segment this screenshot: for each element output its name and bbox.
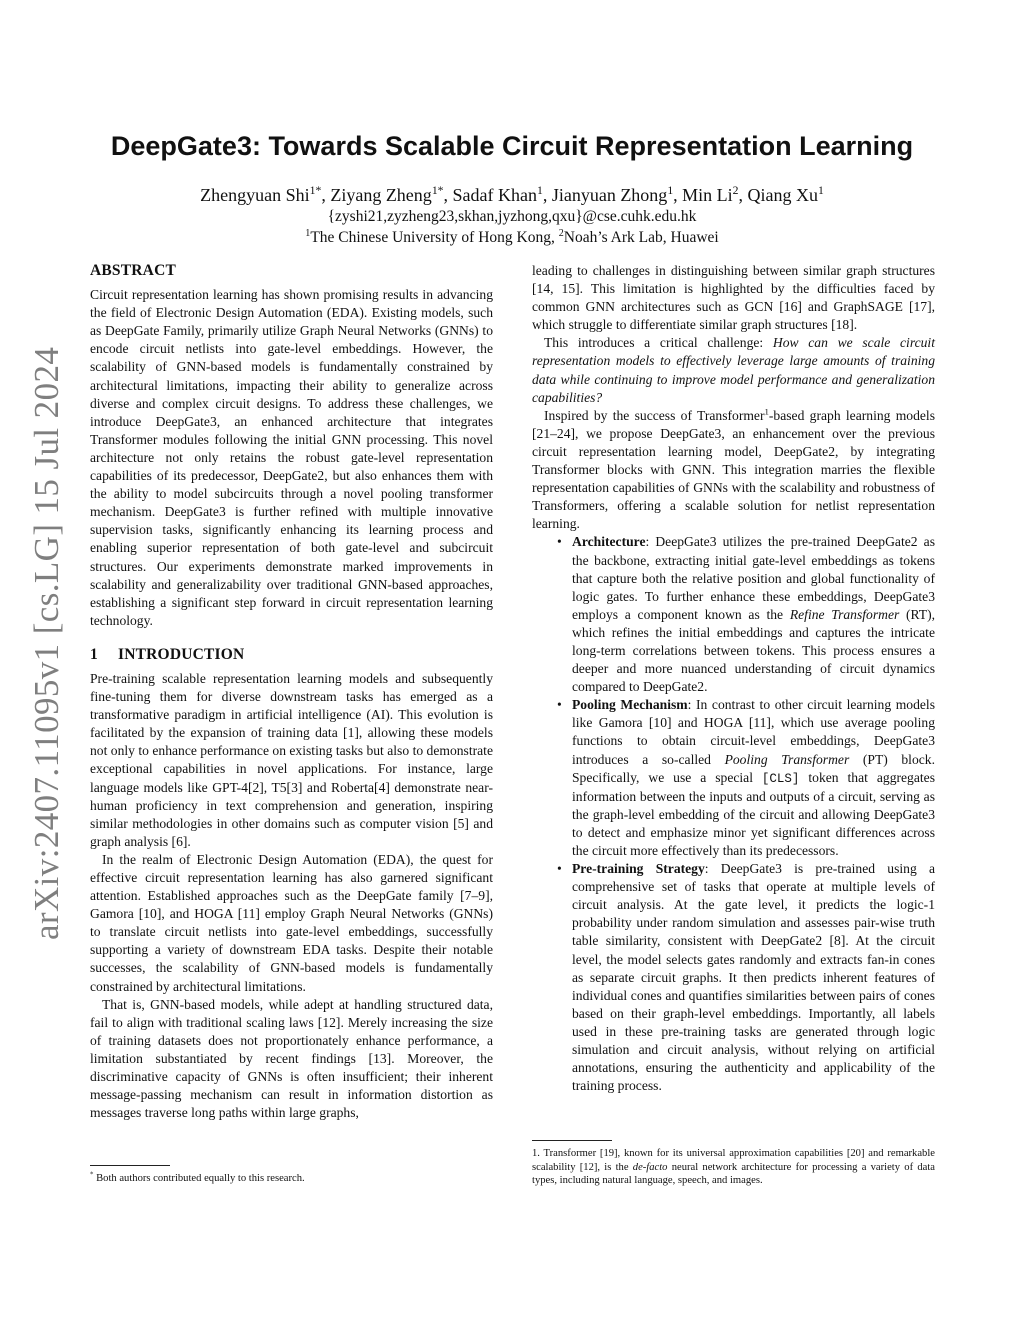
list-item-emphasis: Refine Transformer [789, 606, 900, 622]
challenge-paragraph [532, 334, 935, 406]
list-item-label: Pooling Mechanism [572, 697, 688, 713]
list-item-label: Architecture [572, 534, 646, 550]
challenge-lead: This introduces a critical challenge: [544, 335, 773, 351]
author-mark: 1 [536, 184, 543, 197]
right-column [532, 262, 935, 1095]
footnote-emphasis: de-facto [632, 1161, 668, 1173]
intro-paragraph: In the realm of Electronic Design Automation (EDA), the quest for effective circuit representation learning has also garnered significant attention. Established approaches such as the DeepGate family [7–9], Gamora [10], and HOGA [11] employ Graph Neural Networks (GNNs) to translate circuit netlists into gate-level embeddings, successfully supporting a variety of downstream EDA tasks. Despite their notable successes, the scalability of GNN-based models is fundamentally constrained by architectural limitations. [90, 851, 493, 994]
footnote-divider [532, 1140, 612, 1141]
affiliations [0, 229, 1024, 247]
intro-paragraph: Pre-training scalable representation learning models and subsequently fine-tuning them for diverse downstream tasks has emerged as a transformative paradigm in artificial intelligence (AI). This evolution is facilitated by the expansion of training data [1], allowing these models not only to enhance performance on existing tasks but also to demonstrate exceptional capabilities in novel applications. For instance, large language models like GPT-4[2], T5[3] and Roberta[4] demonstrate near-human proficiency in text comprehension and generation, inspiring similar methodologies in other domains such as computer vision [5] and graph analysis [6]. [90, 670, 493, 849]
body-paragraph: leading to challenges in distinguishing between similar graph structures [14, 15]. This limitation is highlighted by the difficulties faced by common GNN architectures such as GCN [16] and GraphSAGE [17], which struggle to differentiate similar graph structures [18]. [532, 263, 935, 333]
left-column [90, 262, 493, 1122]
author-name: Qiang Xu [747, 185, 819, 205]
abstract-heading: ABSTRACT [90, 262, 177, 279]
list-item-text: : In contrast to other circuit learning models like Gamora [10] and HOGA [11], which use average pooling functions to obtain circuit-level embeddings, DeepGate3 introduces a so-called [572, 697, 935, 767]
author-name: Ziyang Zheng [330, 185, 432, 205]
challenge-question: How can we scale circuit representation models to effectively leverage large amounts of training data while continuing to improve model performance and generalization capabilities? [532, 335, 935, 405]
list-item [532, 533, 935, 696]
author-emails: {zyshi21,zyzheng23,skhan,jyzhong,qxu}@cse.cuhk.edu.hk [327, 208, 697, 225]
author-mark: 1 [667, 184, 674, 197]
intro-paragraph: That is, GNN-based models, while adept at handling structured data, fail to align with traditional scaling laws [12]. Merely increasing the size of training datasets does not proportionately enhance performance, a limitation substantiated by recent findings [13]. Moreover, the discriminative capacity of GNNs is often insufficient; their inherent message-passing mechanism can result in information distortion as messages traverse long paths within large graphs, [90, 996, 493, 1121]
list-item-text: (RT), which refines the initial embeddings and captures the intricate long-term correlations between tokens. This process ensures a deeper and more nuanced understanding of circuit dynamics compared to DeepGate2. [572, 606, 936, 695]
footnote-text: Both authors contributed equally to this research. [93, 1173, 305, 1184]
body-paragraph [532, 407, 935, 534]
footnote-divider [90, 1165, 170, 1166]
intro-heading [90, 646, 493, 664]
author-name: Jianyuan Zhong [551, 185, 668, 205]
author-mark: 1* [309, 184, 322, 197]
author-mark: 1 [818, 184, 824, 197]
author-name: Sadaf Khan [452, 185, 537, 205]
bullet-icon: • [557, 534, 562, 550]
list-item-text: (PT) block. Specifically, we use a special [572, 751, 935, 785]
contribution-list [532, 533, 935, 1095]
list-item [532, 860, 935, 1095]
section-number: 1 [90, 645, 98, 663]
affiliation-text: Noah’s Ark Lab, Huawei [563, 229, 719, 246]
affiliation-text: The Chinese University of Hong Kong, [310, 229, 559, 246]
author-mark: 1* [431, 184, 444, 197]
list-item-text: : DeepGate3 utilizes the pre-trained DeepGate2 as the backbone, extracting initial gate-level embeddings as tokens that capture both the relative position and global functionality of logic gates. To further enhance these embeddings, DeepGate3 employs a component known as the [572, 534, 935, 622]
arxiv-identifier: arXiv:2407.11095v1 [cs.LG] 15 Jul 2024 [27, 346, 66, 940]
list-item-text: : DeepGate3 is pre-trained using a comprehensive set of tasks that operate at multiple levels of circuit analysis. At the gate level, it predicts the logic-1 probability under random simulation and assesses pair-wise truth table similarity, consistent with DeepGate2 [8]. At the circuit level, the model selects gates randomly and extracts fan-in cones as separate circuit graphs. It then predicts inherent features of individual cones and quantifies similarities between pairs of cones based on their graph-level embeddings. Importantly, all labels used in these pre-training tasks are generated through logic simulation and circuit analysis, without relying on artificial annotations, ensuring the authenticity and applicability of the training process. [572, 861, 935, 1094]
list-item-label: Pre-training Strategy [572, 861, 705, 877]
inspired-text-rest: -based graph learning models [21–24], we propose DeepGate3, an enhancement over the previous circuit representation learning model, DeepGate2, by integrating Transformer blocks with GNN. This integration marries the flexible representation capabilities of GNNs with the scalability and robustness of Transformers, offering a scalable solution for netlist representation learning. [532, 407, 935, 532]
author-name: Min Li [682, 185, 733, 205]
paper-title: DeepGate3: Towards Scalable Circuit Representation Learning [110, 131, 914, 161]
footnote-text: neural network architecture for processing a variety of data types, including natural language, speech, and images. [532, 1161, 935, 1186]
list-item [532, 696, 935, 860]
list-item-text: token that aggregates information between the inputs and outputs of a circuit, serving as the graph-level embedding of the circuit and allowing DeepGate3 to detect and emphasize minor yet significant differences across the circuit more effectively than its predecessors. [572, 769, 935, 858]
section-title: INTRODUCTION [118, 645, 245, 663]
footnote-right [532, 1147, 935, 1188]
footnote-text: 1. Transformer [19], known for its universal approximation capabilities [20] and remarkable scalability [12], is the [532, 1148, 935, 1173]
footnote-mark: * [90, 1171, 94, 1179]
inspired-text: Inspired by the success of Transformer [544, 407, 765, 423]
abstract-text: Circuit representation learning has shown promising results in advancing the field of Electronic Design Automation (EDA). Existing models, such as DeepGate Family, primarily utilize Graph Neural Networks (GNNs) to encode circuit netlists into gate-level embeddings. However, the scalability of GNN-based models is fundamentally constrained by architectural limitations, impacting their ability to generalize across diverse and complex circuit designs. To address these challenges, we introduce DeepGate3, an enhanced architecture that integrates Transformer modules following the initial GNN processing. This novel architecture not only retains the robust gate-level representation capabilities of its predecessor, DeepGate2, but also enhances them with the ability to model subcircuits through a novel pooling transformer mechanism. DeepGate3 is further refined with multiple innovative supervision tasks, significantly enhancing its learning process and enabling superior representation of both gate-level and subcircuit structures. Our experiments demonstrate marked improvements in scalability and generalizability over traditional GNN-based approaches, establishing a significant step forward in circuit representation learning technology. [90, 287, 493, 628]
author-list: Zhengyuan Shi$^{1*}$, Ziyang Zheng$^{1*}$, Sadaf Khan$^1$, Jianyuan Zhong$^1$, Min Li$^2$, Qiang Xu$^1$ [200, 184, 824, 205]
cls-token-code: [CLS] [761, 771, 800, 786]
bullet-icon: • [557, 697, 562, 713]
footnote-mark: 1 [764, 406, 769, 417]
affiliation-mark: 2 [558, 227, 564, 239]
author-name: Zhengyuan Shi [200, 185, 310, 205]
list-item-emphasis: Pooling Transformer [724, 751, 850, 767]
author-mark: 2 [732, 184, 739, 197]
bullet-icon: • [557, 861, 562, 877]
footnote-left [90, 1172, 493, 1186]
affiliation-mark: 1 [305, 227, 311, 239]
